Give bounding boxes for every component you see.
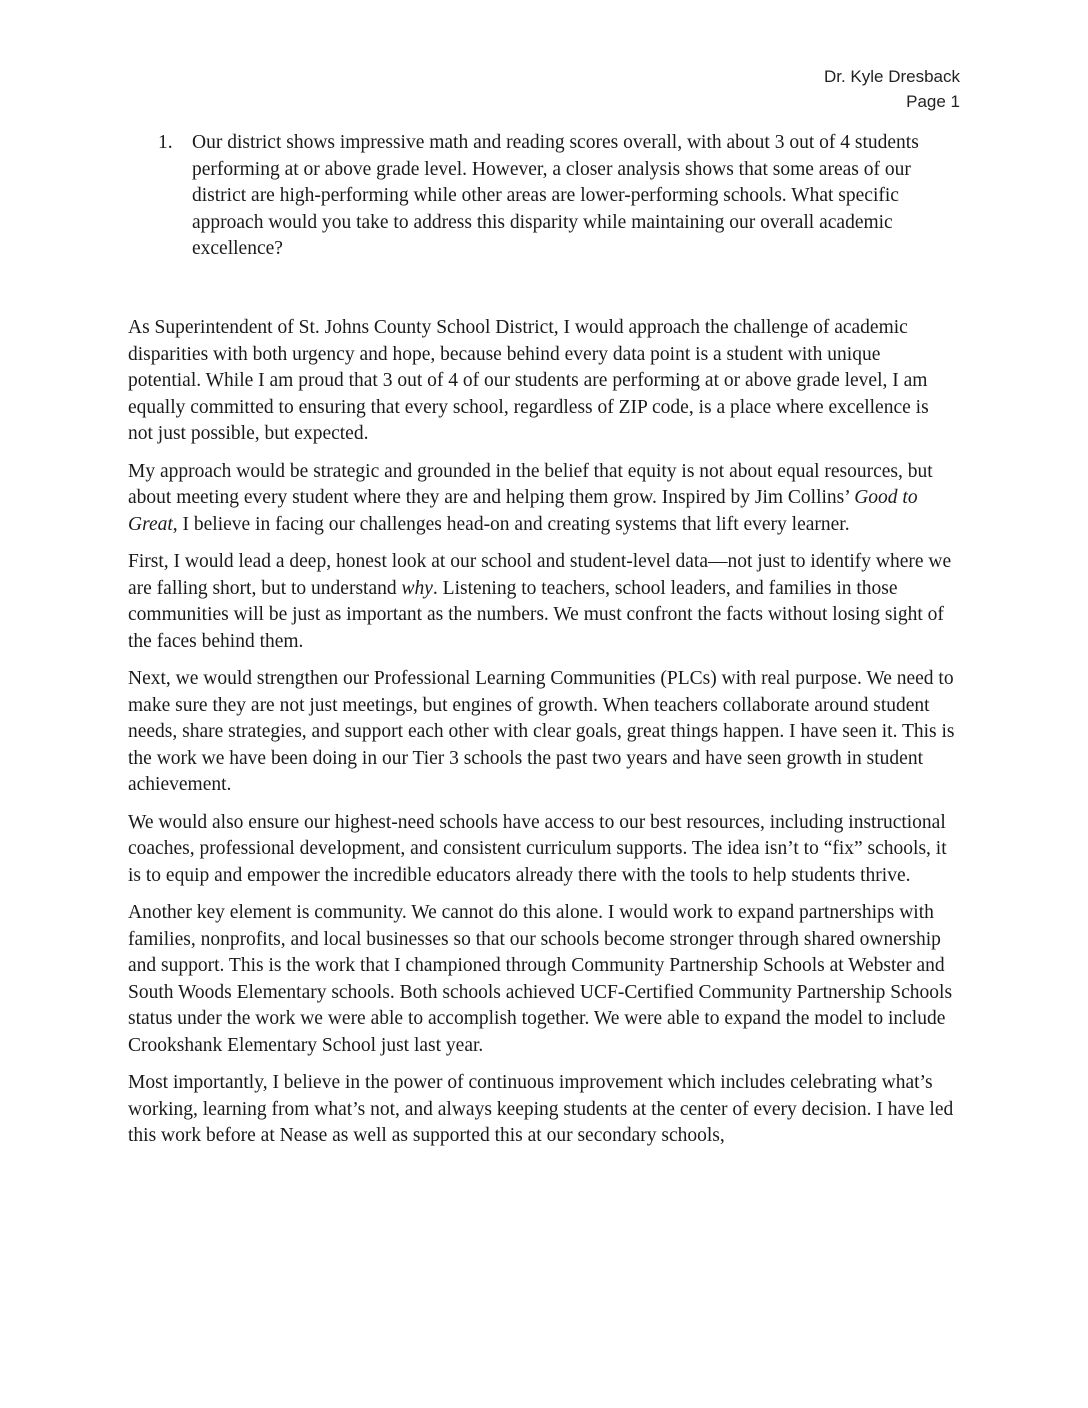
answer-body <box>128 315 958 1161</box>
paragraph: Most importantly, I believe in the power of continuous improvement which includes celebrating what’s working, learning from what’s not, and always keeping students at the center of every decision. I have led this work before at Nease as well as supported this at our secondary schools, <box>128 1072 954 1146</box>
paragraph: Next, we would strengthen our Professional Learning Communities (PLCs) with real purpose. We need to make sure they are not just meetings, but engines of growth. When teachers collaborate around student needs, share strategies, and support each other with clear goals, great things happen. I have seen it. This is the work we have been doing in our Tier 3 schools the past two years and have seen growth in student achievement. <box>128 668 955 795</box>
paragraph-text: , I believe in facing our challenges head-on and creating systems that lift every learner. <box>172 513 850 535</box>
paragraph-text: . Listening to teachers, school leaders, and families in those communities will be just as important as the numbers. We must confront the facts without losing sight of the faces behind them. <box>128 577 944 652</box>
paragraph-text: First, I would lead a deep, honest look at our school and student-level data—not just to identify where we are falling short, but to understand <box>128 551 952 599</box>
question-text: Our district shows impressive math and reading scores overall, with about 3 out of 4 students performing at or above grade level. However, a closer analysis shows that some areas of our district are high-performing while other areas are lower-performing schools. What specific approach would you take to address this disparity while maintaining our overall academic excellence? <box>192 132 919 259</box>
paragraph-text: My approach would be strategic and grounded in the belief that equity is not about equal resources, but about meeting every student where they are and helping them grow. Inspired by Jim Collins’ <box>128 460 933 508</box>
paragraph: Another key element is community. We cannot do this alone. I would work to expand partnerships with families, nonprofits, and local businesses so that our schools become stronger through shared ownership and support. This is the work that I championed through Community Partnership Schools at Webster and South Woods Elementary schools. Both schools achieved UCF-Certified Community Partnership Schools status under the work we were able to accomplish together. We were able to expand the model to include Crookshank Elementary School just last year. <box>128 902 953 1056</box>
question-number: 1. <box>158 132 173 153</box>
page-number: Page 1 <box>906 92 960 111</box>
paragraph <box>128 549 958 655</box>
paragraph: As Superintendent of St. Johns County School District, I would approach the challenge of academic disparities with both urgency and hope, because behind every data point is a student with unique potential. While I am proud that 3 out of 4 of our students are performing at or above grade level, I am equally committed to ensuring that every school, regardless of ZIP code, is a place where excellence is not just possible, but expected. <box>128 317 929 444</box>
author-name: Dr. Kyle Dresback <box>823 67 960 86</box>
paragraph: We would also ensure our highest-need schools have access to our best resources, including instructional coaches, professional development, and consistent curriculum supports. The idea isn’t to “fix” schools, it is to equip and empower the incredible educators already there with the tools to help students thrive. <box>128 811 947 886</box>
book-title: Good to Great <box>128 487 918 535</box>
page-header <box>824 64 960 114</box>
question-item <box>158 130 958 263</box>
paragraph <box>128 459 958 539</box>
emphasis-text: why <box>401 577 433 599</box>
